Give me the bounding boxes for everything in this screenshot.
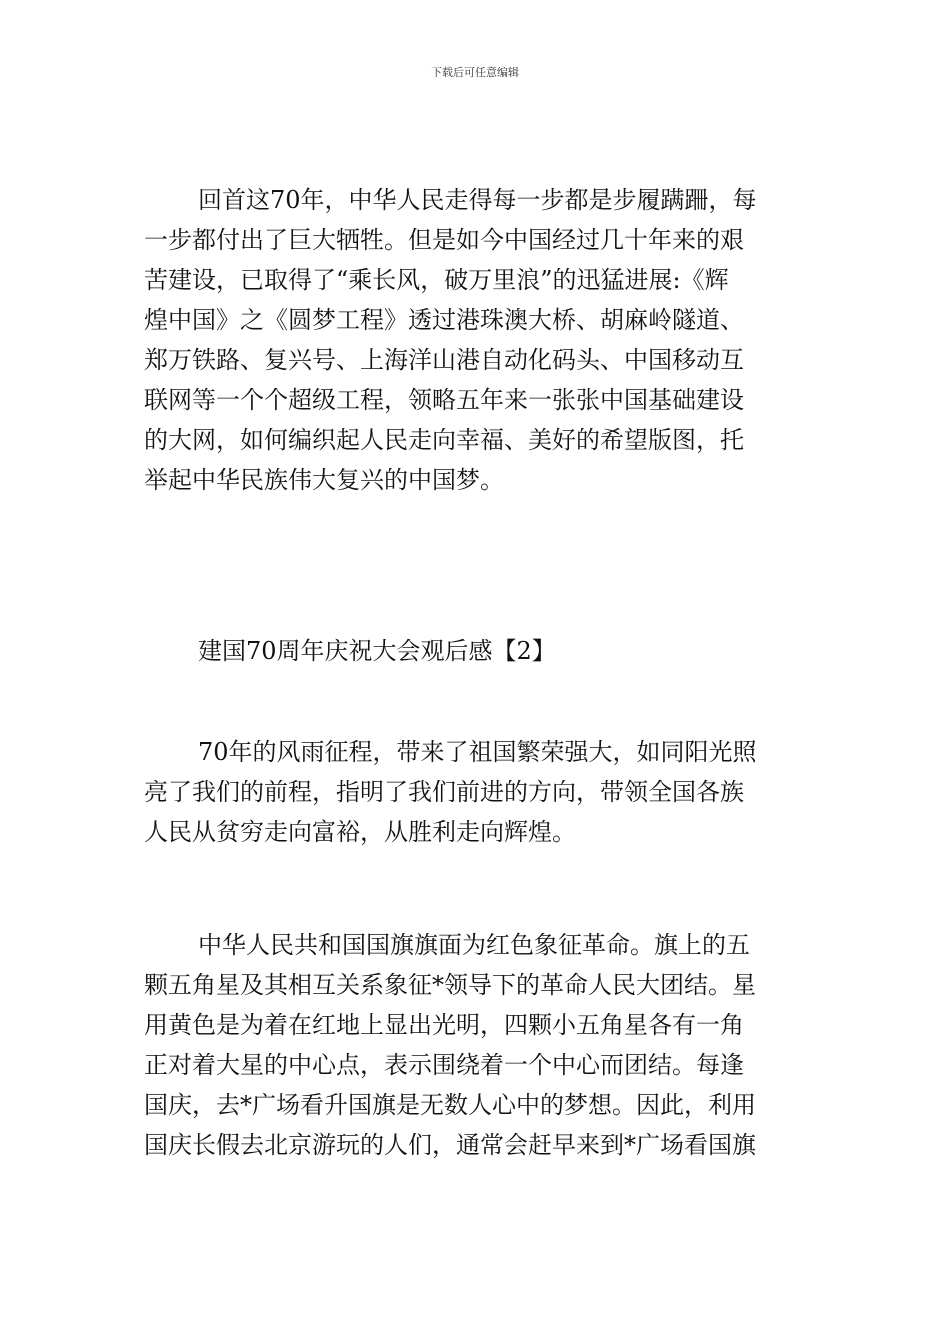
text-line: 国庆，去*广场看升国旗是无数人心中的梦想。因此，利用	[144, 1091, 756, 1119]
text-line: 用黄色是为着在红地上显出光明，四颗小五角星各有一角	[144, 1011, 744, 1039]
text-line: 正对着大星的中心点，表示围绕着一个中心而团结。每逢	[144, 1051, 744, 1079]
paragraph-reflection-70-years	[144, 180, 808, 500]
text-line: 亮了我们的前程，指明了我们前进的方向，带领全国各族	[144, 778, 744, 806]
text-line: 苦建设，已取得了“乘长风，破万里浪”的迅猛进展:《辉	[144, 266, 729, 294]
text-line: 70年的风雨征程，带来了祖国繁荣强大，如同阳光照	[198, 738, 757, 766]
page-header-note: 下载后可任意编辑	[431, 66, 519, 79]
text-line: 郑万铁路、复兴号、上海洋山港自动化码头、中国移动互	[144, 346, 744, 374]
text-line: 中华人民共和国国旗旗面为红色象征革命。旗上的五	[198, 931, 750, 959]
text-line: 的大网，如何编织起人民走向幸福、美好的希望版图，托	[144, 426, 744, 454]
text-line: 煌中国》之《圆梦工程》透过港珠澳大桥、胡麻岭隧道、	[144, 306, 744, 334]
text-line: 联网等一个个超级工程，领略五年来一张张中国基础建设	[144, 386, 744, 414]
paragraph-journey	[144, 732, 808, 852]
text-line: 颗五角星及其相互关系象征*领导下的革命人民大团结。星	[144, 971, 756, 999]
section-heading-text: 建国70周年庆祝大会观后感【2】	[198, 637, 556, 665]
text-line: 一步都付出了巨大牺牲。但是如今中国经过几十年来的艰	[144, 226, 744, 254]
text-line: 国庆长假去北京游玩的人们，通常会赶早来到*广场看国旗	[144, 1131, 756, 1159]
text-line: 人民从贫穷走向富裕，从胜利走向辉煌。	[144, 818, 576, 846]
text-line: 举起中华民族伟大复兴的中国梦。	[144, 466, 504, 494]
text-line: 回首这70年，中华人民走得每一步都是步履蹒跚，每	[198, 186, 757, 214]
paragraph-national-flag	[144, 925, 808, 1165]
section-heading	[144, 631, 808, 671]
